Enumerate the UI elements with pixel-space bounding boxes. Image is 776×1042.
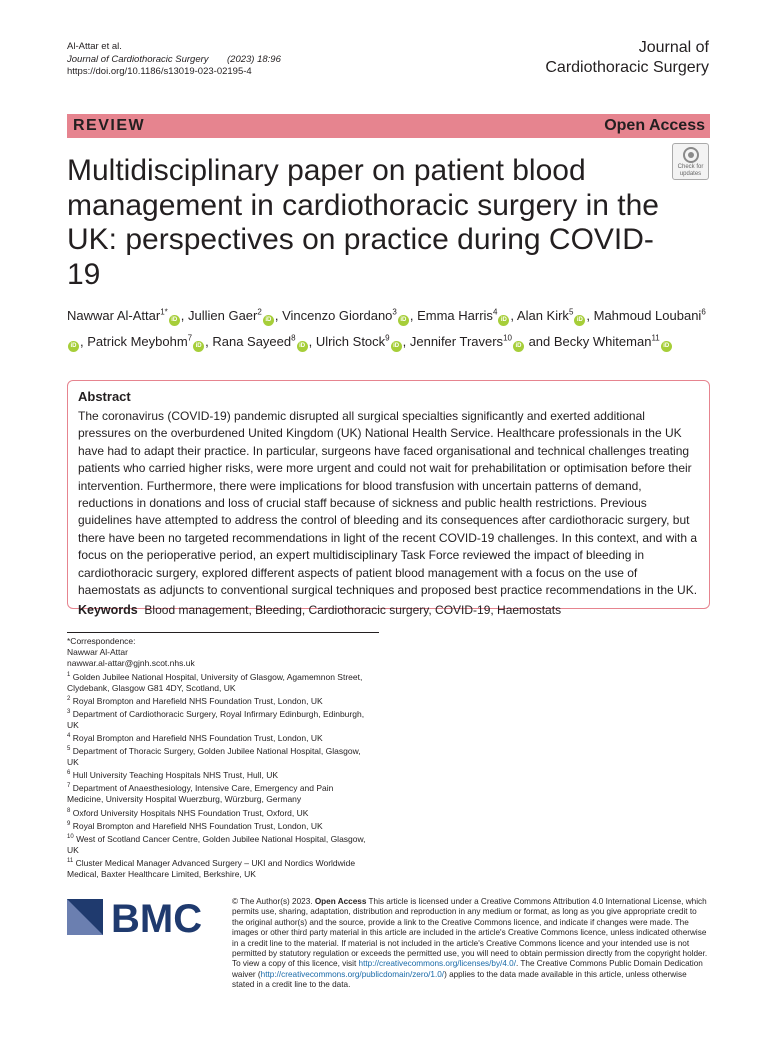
author: Jennifer Travers$^{10}$iD and (410, 334, 554, 349)
orcid-icon[interactable]: iD (661, 341, 672, 352)
cc-by-license-link[interactable]: http://creativecommons.org/licenses/by/4.0/ (358, 959, 516, 969)
orcid-icon[interactable]: iD (169, 315, 180, 326)
correspondence-email[interactable]: nawwar.al-attar@gjnh.scot.nhs.uk (67, 658, 195, 669)
cc-zero-link[interactable]: http://creativecommons.org/publicdomain/zero/1.0/ (260, 969, 445, 979)
check-for-updates-badge[interactable]: Check for updates (672, 143, 709, 180)
correspondence-block: *Correspondence: Nawwar Al-Attar nawwar.al-attar@gjnh.scot.nhs.uk $^1$ Golden Jubilee National Hospital, University of Glasgow, Agamemnon Street, Clydebank, Glasgow G81 4DY, Scotland, UK $^2$ Royal Brompton and Harefield NHS Foundation Trust, London, UK $^3$ Department of Cardiothoracic Surgery, Royal Infirmary Edinburgh, Edinburgh, UK $^4$ Royal Brompton and Harefield NHS Foundation Trust, London, UK $^5$ Department of Thoracic Surgery, Golden Jubilee National Hospital, Glasgow, UK $^6$ Hull University Teaching Hospitals NHS Trust, Hull, UK $^7$ Department of Anaesthesiology, Intensive Care, Emergency and Pain Medicine, University Hospital Wuerzburg, Würzburg, Germany $^8$ Oxford University Hospitals NHS Foundation Trust, Oxford, UK $^9$ Royal Brompton and Harefield NHS Foundation Trust, London, UK $^{10}$ West of Scotland Cancer Centre, Golden Jubilee National Hospital, Glasgow, UK $^{11}$ Cluster Medical Manager Advanced Surgery – UKI and Nordics Worldwide Medical, Baxter Healthcare Limited, Berkshire, UK (67, 636, 366, 879)
affiliation: $^8$ Oxford University Hospitals NHS Foundation Trust, Oxford, UK (67, 807, 309, 818)
author: Nawwar Al-Attar$^{1*}$iD , (67, 308, 188, 323)
orcid-icon[interactable]: iD (297, 341, 308, 352)
affiliation: $^7$ Department of Anaesthesiology, Intensive Care, Emergency and Pain Medicine, University Hospital Wuerzburg, Würzburg, Germany (67, 783, 334, 805)
bmc-logo (67, 897, 212, 937)
doi-link[interactable]: https://doi.org/10.1186/s13019-023-02195-4 (67, 66, 252, 77)
affiliation: $^9$ Royal Brompton and Harefield NHS Foundation Trust, London, UK (67, 820, 323, 831)
author-list (67, 302, 717, 353)
orcid-icon[interactable]: iD (263, 315, 274, 326)
keywords: Keywords Blood management, Bleeding, Cardiothoracic surgery, COVID-19, Haemostats (78, 603, 562, 618)
affiliation: $^{10}$ West of Scotland Cancer Centre, Golden Jubilee National Hospital, Glasgow, UK (67, 833, 366, 855)
affiliations-list (67, 670, 367, 881)
author: Patrick Meybohm$^7$iD , (87, 334, 212, 349)
orcid-icon[interactable]: iD (68, 341, 79, 352)
journal-citation: Journal of Cardiothoracic Surgery (2023) 18:96 (67, 53, 281, 65)
author: Emma Harris$^4$iD , (417, 308, 517, 323)
author: Mahmoud Loubani$^6$iD , (67, 308, 706, 348)
affiliation: $^4$ Royal Brompton and Harefield NHS Foundation Trust, London, UK (67, 732, 323, 743)
abstract-text: The coronavirus (COVID-19) pandemic disrupted all surgical specialties significantly and exerted additional pressures on the overburdened United Kingdom (UK) National Health Service. Healthcare professionals in the UK have had to adapt their practice. In particular, surgeons have faced organisational and technical challenges treating patients who carried higher risks, were more urgent and could not wait for prehabilitation or optimisation before their intervention. Furthermore, there were implications for blood transfusion with uncertain patterns of demand, reductions in donations and loss of crucial staff because of sickness and public health restrictions. Previous guidelines have attempted to address the control of bleeding and its consequences after cardiothoracic surgery, but there have been no targeted recommendations in light of the recent COVID-19 challenges. In this context, and with a focus on the perioperative period, an expert multidisciplinary Task Force reviewed the impact of bleeding in cardiothoracic surgery, explored different aspects of patient blood management with a focus on the use of haemostats as adjuncts to conventional surgical techniques and proposed best practice recommendations in the UK. (78, 409, 698, 598)
author: Ulrich Stock$^9$iD , (316, 334, 410, 349)
open-access-label: Open Access (604, 117, 705, 134)
license-text: © The Author(s) 2023. Open Access This article is licensed under a Creative Commons Attribution 4.0 International License, which permits use, sharing, adaptation, distribution and reproduction in any medium or format, as long as you give appropriate credit to the original author(s) and the source, provide a link to the Creative Commons licence, and indicate if changes were made. The images or other third party material in this article are included in the article's Creative Commons licence, unless indicated otherwise in a credit line to the material. If material is not included in the article's Creative Commons licence and your intended use is not permitted by statutory regulation or exceeds the permitted use, you will need to obtain permission directly from the copyright holder. To view a copy of this licence, visit http://creativecommons.org/licenses/by/4.0/. The Creative Commons Public Domain Dedication waiver (http://creativecommons.org/publicdomain/zero/1.0/) applies to the data made available in this article, unless otherwise stated in a credit line to the data. (232, 897, 708, 990)
journal-name (545, 38, 709, 78)
orcid-icon[interactable]: iD (513, 341, 524, 352)
svg-text:BMC: BMC (111, 897, 203, 937)
author: Becky Whiteman$^{11}$iD (554, 334, 673, 349)
author-line: Al-Attar et al. (67, 41, 122, 52)
footnote-divider (67, 632, 379, 633)
affiliation: $^5$ Department of Thoracic Surgery, Golden Jubilee National Hospital, Glasgow, UK (67, 745, 361, 768)
orcid-icon[interactable]: iD (498, 315, 509, 326)
affiliation: $^{11}$ Cluster Medical Manager Advanced Surgery – UKI and Nordics Worldwide Medical, Baxter Healthcare Limited, Berkshire, UK (67, 857, 356, 879)
affiliation: $^1$ Golden Jubilee National Hospital, University of Glasgow, Agamemnon Street, Clydebank, Glasgow G81 4DY, Scotland, UK (67, 671, 363, 693)
article-type-banner (67, 114, 710, 138)
abstract-box (67, 380, 710, 618)
journal-name-line1: Journal of (638, 39, 709, 56)
article-type: REVIEW (73, 117, 146, 134)
orcid-icon[interactable]: iD (398, 315, 409, 326)
running-header (67, 41, 281, 79)
affiliation: $^3$ Department of Cardiothoracic Surgery, Royal Infirmary Edinburgh, Edinburgh, UK (67, 708, 365, 730)
orcid-icon[interactable]: iD (574, 315, 585, 326)
abstract-heading: Abstract (78, 389, 131, 404)
author: Vincenzo Giordano$^3$iD , (282, 308, 417, 323)
article-title: Multidisciplinary paper on patient blood management in cardiothoracic surgery in the UK: perspectives on practice during COVID-19 (67, 154, 659, 291)
orcid-icon[interactable]: iD (391, 341, 402, 352)
journal-name-line2: Cardiothoracic Surgery (545, 59, 709, 76)
author: Jullien Gaer$^2$iD , (188, 308, 282, 323)
author: Rana Sayeed$^8$iD , (212, 334, 315, 349)
affiliation: $^6$ Hull University Teaching Hospitals NHS Trust, Hull, UK (67, 770, 279, 781)
author: Alan Kirk$^5$iD , (517, 308, 594, 323)
affiliation: $^2$ Royal Brompton and Harefield NHS Foundation Trust, London, UK (67, 695, 323, 706)
orcid-icon[interactable]: iD (193, 341, 204, 352)
update-icon (683, 147, 699, 163)
